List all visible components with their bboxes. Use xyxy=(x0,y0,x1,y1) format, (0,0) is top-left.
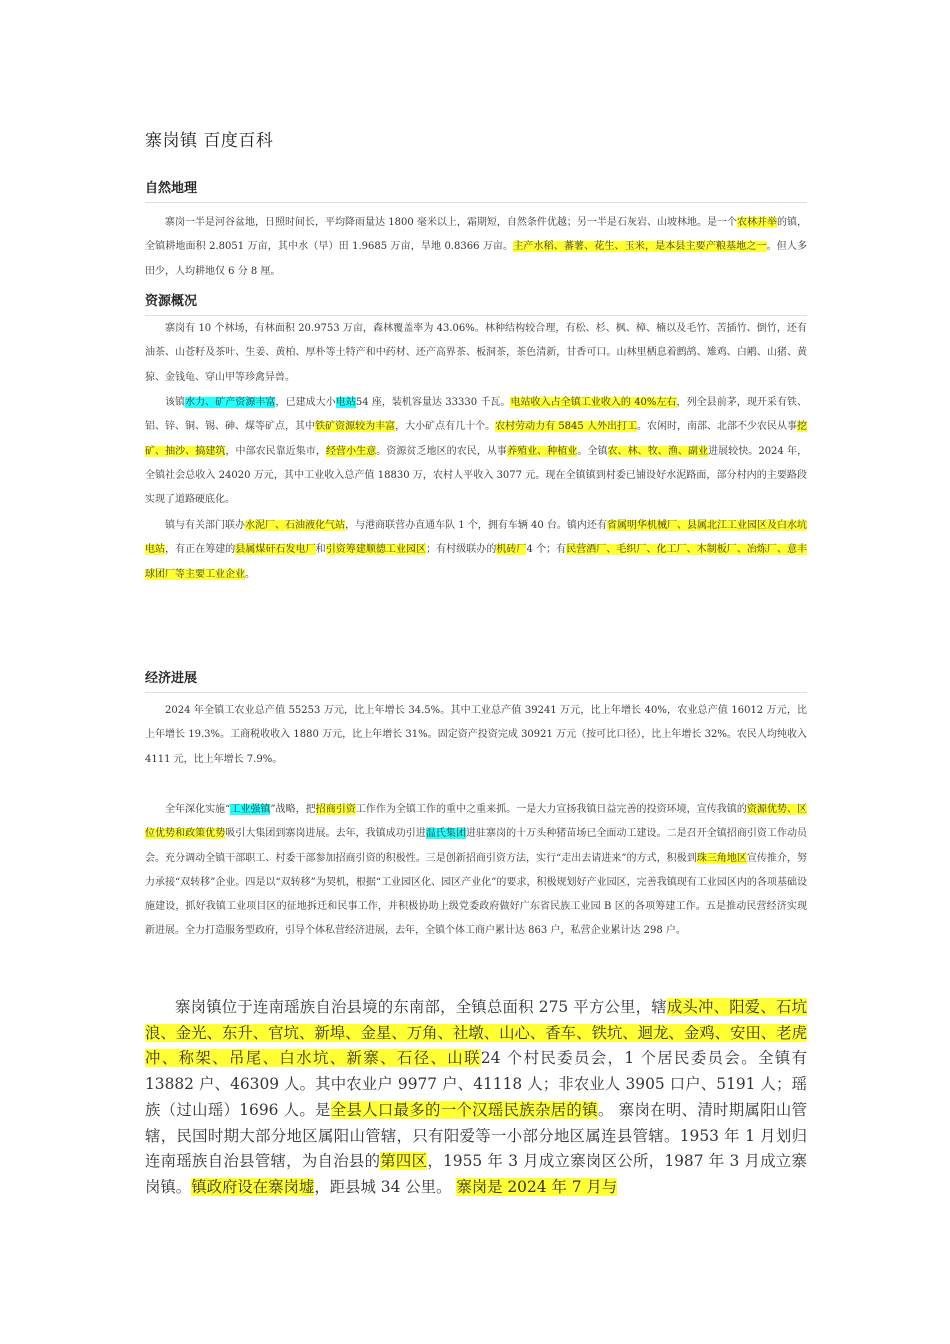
highlighted-text-yellow: 寨岗是 2024 年 7 月与 xyxy=(456,1177,618,1196)
highlighted-text-yellow: 主产水稻、蕃薯、花生、玉米，是本县主要产粮基地之一 xyxy=(513,241,767,253)
highlighted-text-yellow: 成头冲、阳爱、石坑浪、金光、东升、官坑、新埠、金星、万角、社墩、山心、香车、铁坑、迴龙、金鸡、安田、老虎冲、称架、吊尾、白水坑、新寨、石径、山联 xyxy=(145,998,807,1068)
text-run: 寨岗有 10 个林场，有林面积 20.9753 万亩，森林覆盖率为 43.06%。林种结构较合理，有松、杉、枫、樟、楠以及毛竹、苦插竹、倒竹，还有油茶、山苍籽及茶叶、生姜、黄柏、厚朴等土特产和中药材、还产高界茶、板洞茶，茶色清新，甘香可口。山林里栖息着鹧鸪、雉鸡、白鹇、山猪、黄猄、金钱龟、穿山甲等珍禽异兽。 xyxy=(145,323,807,383)
text-run: 该镇 xyxy=(165,397,186,408)
geography-paragraph xyxy=(145,211,807,284)
text-run: ，距县城 34 公里。 xyxy=(314,1177,457,1196)
text-run: ，1955 年 3 月成立寨岗区公所，1987 年 3 月成立寨岗镇。 xyxy=(145,1152,807,1196)
highlighted-text-cyan: 水力、矿产资源丰富 xyxy=(185,397,276,408)
economy-paragraph-1 xyxy=(145,699,807,772)
highlighted-text-yellow: 水泥厂、石油液化气站 xyxy=(245,520,346,531)
highlighted-text-cyan: 工业强镇 xyxy=(230,804,271,815)
text-run: 全年深化实施“ xyxy=(165,804,231,815)
highlighted-text-yellow: 镇政府设在寨岗墟 xyxy=(191,1177,315,1196)
highlighted-text-yellow: 养殖业、种植业 xyxy=(506,445,578,457)
text-run: 工作作为全镇工作的重中之重来抓。一是大力宣扬我镇日益完善的投资环境，宣传我镇的 xyxy=(355,804,747,815)
text-run: ，列全县前茅，现开采有铁、铝、锌、铜、锡、砷、煤等矿点，其中 xyxy=(145,397,808,433)
text-run: 。农闲时，南部、北部不少农民从事 xyxy=(636,421,798,433)
text-run: ，中部农民靠近集市， xyxy=(225,445,326,457)
section-heading-resources: 资源概况 xyxy=(145,290,807,316)
text-run: 4 个；有 xyxy=(526,544,567,556)
resources-paragraph-2 xyxy=(145,391,807,512)
text-run: ，已建成大小 xyxy=(275,397,336,408)
highlighted-text-yellow: 机砖厂 xyxy=(496,544,527,556)
text-run: 和 xyxy=(315,544,326,556)
text-run: 。 xyxy=(245,568,255,580)
text-run: 。 寨岗在明、清时期属阳山管辖，民国时期大部分地区属阳山管辖，只有阳爱等一小部分地区属连县管辖。1953 年 1 月划归连南瑶族自治县管辖，为自治县的 xyxy=(145,1100,807,1171)
text-run: 镇与有关部门联办 xyxy=(165,520,246,531)
text-run: 进展较快。2024 年，全镇社会总收入 24020 万元，其中工业收入总产值 18830 万，农村人平收入 3077 元。现在全镇镇到村委已铺设好水泥路面，部分村内的主要路段实现了道路硬底化。 xyxy=(145,445,808,506)
highlighted-text-yellow: 珠三角地区 xyxy=(696,852,747,864)
document-title: 寨岗镇 百度百科 xyxy=(145,131,274,151)
text-run: ；有村级联办的 xyxy=(426,544,497,556)
text-run: 的镇，全镇耕地面积 2.8051 万亩，其中水（早）田 1.9685 万亩，旱地 0.8366 万亩。 xyxy=(145,217,808,253)
text-run: 宣传推介，努力承接“双转移”企业。四是以“双转移”为契机，根据“工业园区化、园区产业化”的要求，积极规划好产业园区，完善我镇现有工业园区内的各项基础设施建设，抓好我镇工业项目区的征地拆迁和民事工作，并积极协助上级党委政府做好广东省民族工业园 B 区的各项筹建工作。五是推动民营经济实现新进展。全力打造服务型政府，引导个体私营经济进展，去年，全镇个体工商户累计达 863 户，私营企业累计达 298 户。 xyxy=(145,852,808,937)
highlighted-text-cyan: 电站 xyxy=(335,397,356,408)
text-run: 。但人多田少，人均耕地仅 6 分 8 厘。 xyxy=(145,241,808,277)
highlighted-text-yellow: 第四区 xyxy=(380,1152,428,1171)
highlighted-text-cyan: 温氏集团 xyxy=(425,828,466,840)
resources-paragraph-3 xyxy=(145,514,807,587)
highlighted-text-yellow: 招商引资 xyxy=(315,804,356,815)
text-run: ，大小矿点有几十个。 xyxy=(395,421,496,433)
text-run: 。全镇 xyxy=(577,445,608,457)
section-heading-geography: 自然地理 xyxy=(145,177,807,203)
text-run: 2024 年全镇工农业总产值 55253 万元，比上年增长 34.5%。其中工业总产值 39241 万元，比上年增长 40%，农业总产值 16012 万元，比上年增长 19.3%。工商税收收入 1880 万元，比上年增长 31%。固定资产投资完成 30921 万元（按可比口径），比上年增长 32%。农民人均纯收入 4111 元，比上年增长 7.9%。 xyxy=(145,705,807,765)
text-run: ”战略，把 xyxy=(270,804,316,815)
highlighted-text-yellow: 资源优势、区位优势和政策优势 xyxy=(145,804,807,840)
highlighted-text-yellow: 省属明华机械厂、县属北江工业园区及白水坑电站 xyxy=(145,520,808,556)
highlighted-text-yellow: 铁矿资源较为丰富 xyxy=(315,421,396,433)
text-run: 吸引大集团到寨岗进展。去年，我镇成功引进 xyxy=(225,828,426,840)
highlighted-text-yellow: 全县人口最多的一个汉瑶民族杂居的镇 xyxy=(330,1100,598,1119)
highlighted-text-yellow: 农、林、牧、渔、副业 xyxy=(607,445,709,457)
highlighted-text-yellow: 电站收入占全镇工业收入的 40%左右 xyxy=(510,397,677,408)
text-run: 54 座，装机容量达 33330 千瓦。 xyxy=(355,397,511,408)
text-run: 。资源贫乏地区的农民，从事 xyxy=(376,445,507,457)
text-run: 24 个村民委员会，1 个居民委员会。全镇有 13882 户、46309 人。其中农业户 9977 户、41118 人；非农业人 3905 口户、5191 人；瑶族（过山瑶）1696 人。是 xyxy=(145,1049,807,1119)
text-run: 进驻寨岗的十万头种猪苗场已全面动工建设。二是召开全镇招商引资工作动员会。充分调动全镇干部职工、村委干部参加招商引资的积极性。三是创新招商引资方法，实行“走出去请进来”的方式，积极到 xyxy=(145,828,808,864)
text-run: 寨岗镇位于连南瑶族自治县境的东南部，全镇总面积 275 平方公里，辖 xyxy=(175,998,667,1016)
text-run: ，有正在筹建的 xyxy=(165,544,236,556)
overview-paragraph xyxy=(145,995,807,1201)
economy-paragraph-2 xyxy=(145,798,807,944)
highlighted-text-yellow: 农村劳动力有 5845 人外出打工 xyxy=(495,421,637,433)
highlighted-text-yellow: 挖矿、抽沙、搞建筑 xyxy=(145,421,808,457)
section-heading-economy: 经济进展 xyxy=(145,667,807,693)
highlighted-text-yellow: 引资筹建顺德工业园区 xyxy=(325,544,427,556)
text-run: ，与港商联营办直通车队 1 个，拥有车辆 40 台。镇内还有 xyxy=(345,520,607,531)
highlighted-text-yellow: 县属煤矸石发电厂 xyxy=(235,544,316,556)
highlighted-text-yellow: 民营酒厂、毛织厂、化工厂、木制板厂、冶炼厂、意丰球团厂等主要工业企业 xyxy=(145,544,808,580)
highlighted-text-yellow: 农林并举 xyxy=(736,217,777,228)
resources-paragraph-1 xyxy=(145,317,807,390)
highlighted-text-yellow: 经营小生意 xyxy=(325,445,377,457)
text-run: 寨岗一半是河谷盆地，日照时间长，平均降雨量达 1800 毫米以上，霜期短，自然条件优越；另一半是石灰岩、山坡林地。是一个 xyxy=(165,217,737,228)
